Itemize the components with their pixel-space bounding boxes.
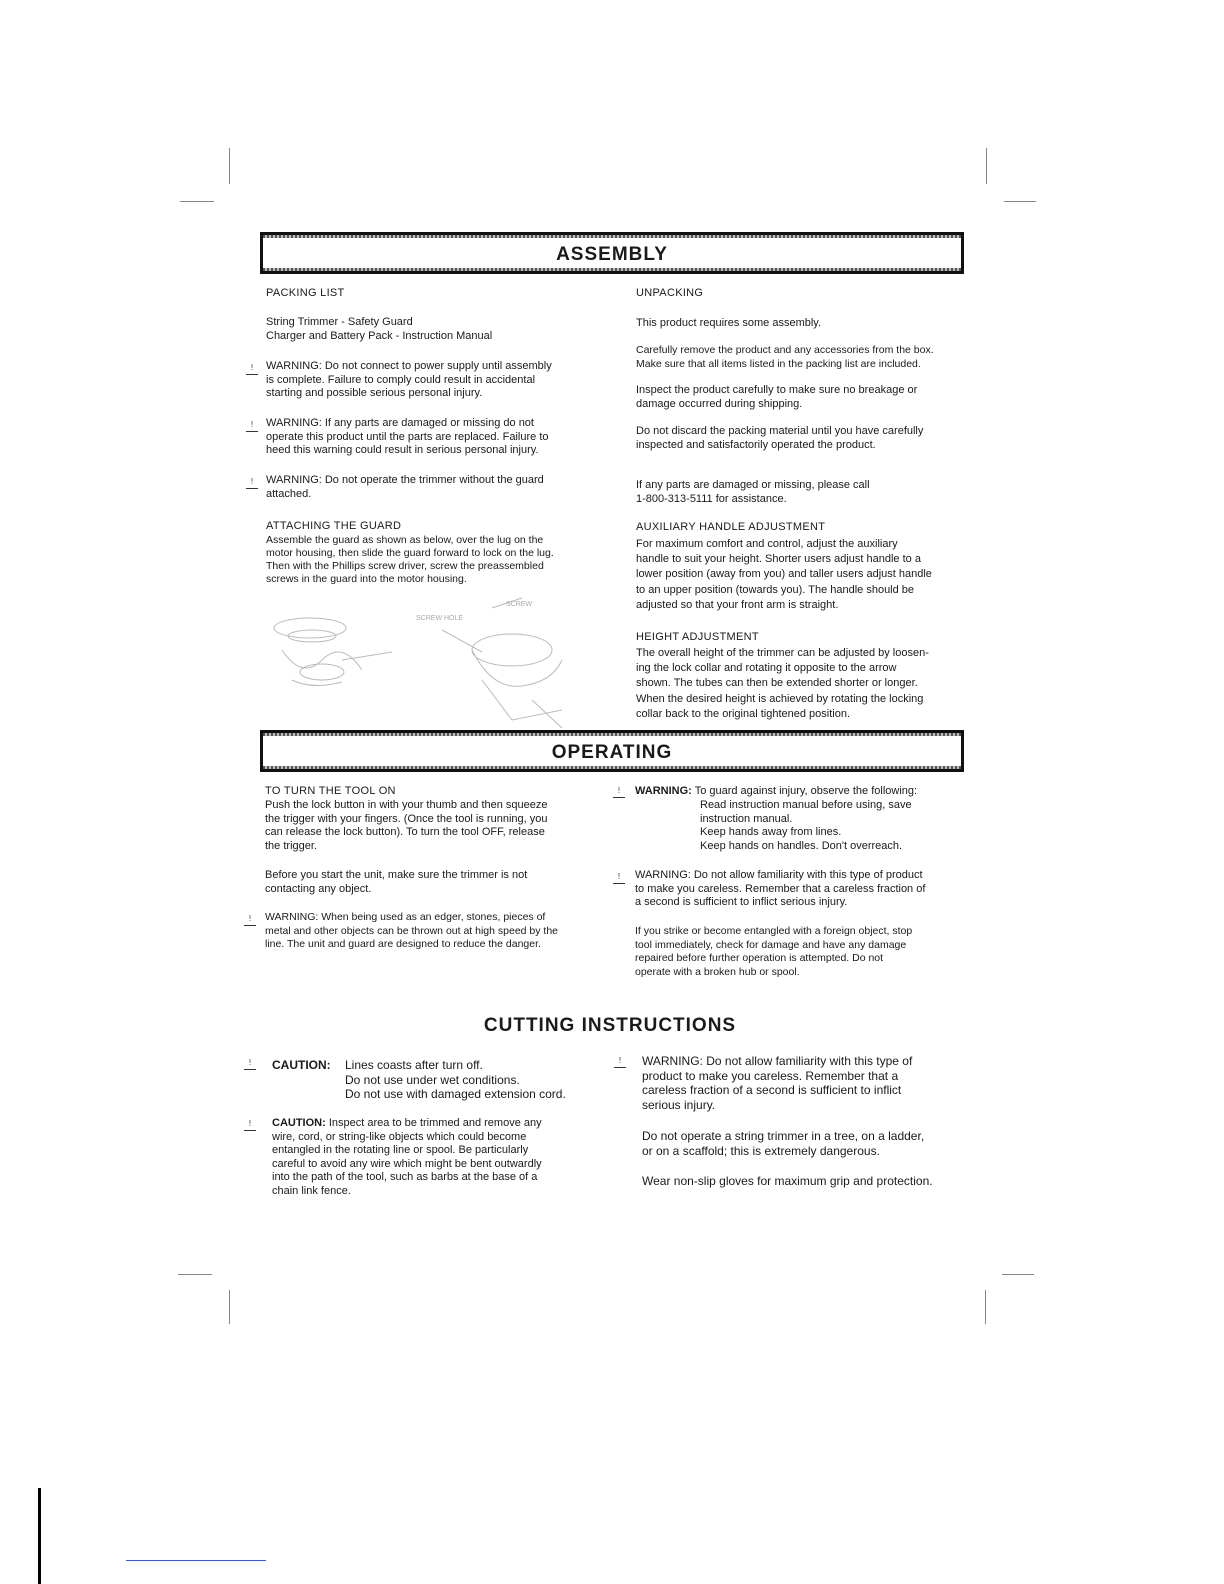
guard-warning-label: WARNING: (635, 785, 692, 797)
unpacking-para-4: Do not discard the packing material until you have carefully inspected and satisfactorily operated the product. (636, 425, 924, 451)
strike-note: If you strike or become entangled with a foreign object, stop tool immediately, check for damage and have any damage repaired before further operation is attempted. Do not operate with a broken hub or spool. (635, 925, 913, 978)
caution-2 (272, 1117, 602, 1198)
crop-mark (229, 1290, 230, 1324)
unpacking-para-2: Carefully remove the product and any accessories from the box. Make sure that all items listed in the packing list are included. (636, 344, 934, 370)
warning-icon: ! (246, 476, 258, 489)
attaching-guard-heading: ATTACHING THE GUARD (266, 520, 402, 532)
before-start-note: Before you start the unit, make sure the trimmer is not contacting any object. (265, 869, 528, 895)
page-edge-line (38, 1488, 41, 1584)
page-edge-underline (126, 1560, 266, 1561)
unpacking-para-3: Inspect the product carefully to make sure no breakage or damage occurred during shipping. (636, 384, 918, 410)
caution-1-lines: Lines coasts after turn off. Do not use under wet conditions. Do not use with damaged extension cord. (345, 1058, 566, 1101)
aux-handle-body: For maximum comfort and control, adjust the auxiliary handle to suit your height. Shorter users adjust handle to a lower position (away from you) and taller users adjust handle to an upper position (towards you). The handle should be adjusted so that your front arm is straight. (636, 538, 932, 611)
familiarity-warning: WARNING: Do not allow familiarity with this type of product to make you careless. Remember that a careless fraction of a second is sufficient to inflict serious injury. (635, 869, 926, 908)
warning-power-supply: WARNING: Do not connect to power supply until assembly is complete. Failure to comply could result in accidental starting and possible serious personal injury. (266, 360, 552, 399)
packing-list-items: String Trimmer - Safety Guard Charger and Battery Pack - Instruction Manual (266, 316, 493, 342)
turn-on-heading: TO TURN THE TOOL ON (265, 785, 396, 797)
tree-note: Do not operate a string trimmer in a tree, on a ladder, or on a scaffold; this is extremely dangerous. (642, 1129, 925, 1158)
attaching-guard-body: Assemble the guard as shown as below, over the lug on the motor housing, then slide the guard forward to lock on the lug. Then with the Phillips screw driver, screw the preassembled screws in the guard into the motor housing. (266, 534, 554, 585)
edger-warning: WARNING: When being used as an edger, stones, pieces of metal and other objects can be thrown out at high speed by the line. The unit and guard are designed to reduce the danger. (265, 911, 559, 950)
warning-icon: ! (244, 1118, 256, 1131)
guard-assembly-diagram (262, 590, 602, 730)
crop-mark (178, 1274, 212, 1275)
crop-mark (229, 148, 230, 184)
aux-handle-heading: AUXILIARY HANDLE ADJUSTMENT (636, 521, 826, 533)
warning-icon: ! (614, 1055, 626, 1068)
gloves-note: Wear non-slip gloves for maximum grip and protection. (642, 1174, 933, 1188)
crop-mark (986, 148, 987, 184)
diagram-label-screw: SCREW (506, 601, 533, 608)
height-adjustment-heading: HEIGHT ADJUSTMENT (636, 631, 759, 643)
warning-guard-attached: WARNING: Do not operate the trimmer without the guard attached. (266, 474, 544, 500)
crop-mark (1004, 201, 1036, 202)
guard-warning-items: Read instruction manual before using, save instruction manual. Keep hands away from lines. Keep hands on handles. Don't overreach. (700, 799, 912, 852)
operating-banner (260, 730, 964, 772)
packing-list-heading: PACKING LIST (266, 287, 345, 299)
warning-icon: ! (246, 419, 258, 432)
warning-icon: ! (244, 1057, 256, 1070)
unpacking-para-1: This product requires some assembly. (636, 317, 822, 329)
warning-icon: ! (613, 871, 625, 884)
caution-1-label: CAUTION: (272, 1058, 331, 1072)
guard-warning-lead: To guard against injury, observe the following: (694, 785, 918, 797)
turn-on-body: Push the lock button in with your thumb and then squeeze the trigger with your fingers. (Once the tool is running, you can release the lock button). To turn the tool OFF, release the trigger. (265, 799, 548, 852)
guard-warning (635, 785, 965, 799)
cutting-warning: WARNING: Do not allow familiarity with this type of product to make you careless. Remember that a careless fraction of a second is sufficient to inflict serious injury. (642, 1054, 913, 1112)
crop-mark (1002, 1274, 1034, 1275)
cutting-instructions-title: CUTTING INSTRUCTIONS (483, 1015, 737, 1036)
warning-damaged-parts: WARNING: If any parts are damaged or missing do not operate this product until the parts are replaced. Failure to heed this warning could result in serious personal injury. (266, 417, 549, 456)
caution-2-body: Inspect area to be trimmed and remove any wire, cord, or string-like objects which could become entangled in the rotating line or spool. Be particularly careful to avoid any wire which might be bent outwardly into the path of the tool, such as barbs at the base of a chain link fence. (272, 1117, 542, 1197)
crop-mark (985, 1290, 986, 1324)
warning-icon: ! (613, 785, 625, 798)
warning-icon: ! (244, 913, 256, 926)
caution-2-label: CAUTION: (272, 1117, 326, 1129)
assembly-banner (260, 232, 964, 274)
assembly-title: ASSEMBLY (556, 244, 668, 265)
unpacking-heading: UNPACKING (636, 287, 704, 299)
crop-mark (180, 201, 214, 202)
operating-title: OPERATING (551, 742, 673, 763)
height-adjustment-body: The overall height of the trimmer can be adjusted by loosen- ing the lock collar and rotating it opposite to the arrow shown. The tubes can then be extended shorter or longer. When the desired height is achieved by rotating the locking collar back to the original tightened position. (636, 647, 929, 720)
warning-icon: ! (246, 362, 258, 375)
unpacking-para-5: If any parts are damaged or missing, please call 1-800-313-5111 for assistance. (636, 479, 870, 505)
diagram-label-screw-hole: SCREW HOLE (416, 615, 464, 622)
